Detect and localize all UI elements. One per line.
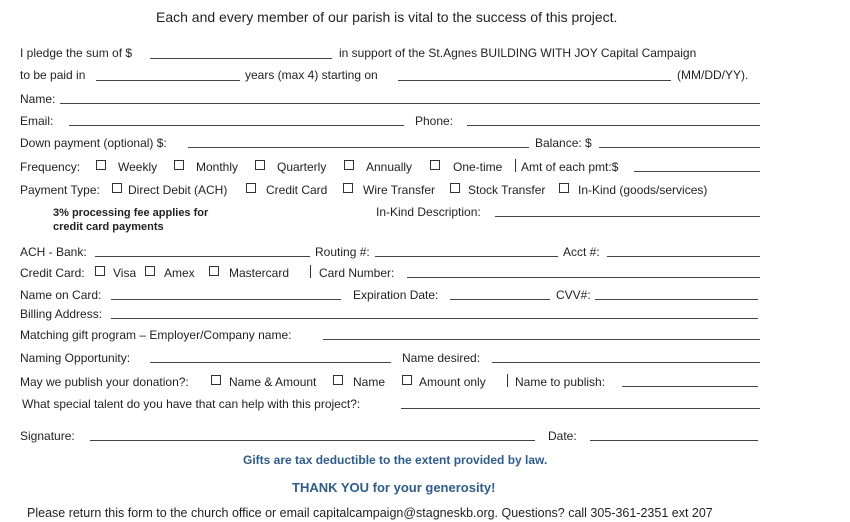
card-visa-label: Visa [113,266,137,280]
routing-field[interactable] [375,256,558,257]
frequency-onetime-checkbox[interactable] [430,160,440,170]
acct-label: Acct #: [563,245,600,259]
inkind-description-label: In-Kind Description: [376,205,481,219]
publish-name-amount-label: Name & Amount [229,375,317,389]
tax-note: Gifts are tax deductible to the extent provided by law. [243,453,548,467]
pledge-amount-field[interactable] [150,58,332,59]
publish-name-checkbox[interactable] [333,375,343,385]
expiration-label: Expiration Date: [353,288,439,302]
paid-label: to be paid in [20,68,86,82]
card-number-field[interactable] [407,277,760,278]
payment-inkind-checkbox[interactable] [559,183,569,193]
divider [507,374,508,387]
amount-each-field[interactable] [634,171,760,172]
signature-field[interactable] [90,440,535,441]
email-field[interactable] [69,125,404,126]
phone-field[interactable] [467,125,760,126]
acct-field[interactable] [607,256,760,257]
inkind-description-field[interactable] [495,216,760,217]
date-format-label: (MM/DD/YY). [677,68,749,82]
frequency-monthly-checkbox[interactable] [174,160,184,170]
expiration-field[interactable] [450,299,550,300]
phone-label: Phone: [415,114,454,128]
email-label: Email: [20,114,54,128]
frequency-annually-checkbox[interactable] [344,160,354,170]
name-to-publish-field[interactable] [622,386,758,387]
frequency-onetime-label: One-time [453,160,503,174]
down-payment-label: Down payment (optional) $: [20,136,167,150]
publish-label: May we publish your donation?: [20,375,189,389]
thank-you-text: THANK YOU for your generosity! [292,480,496,495]
years-field[interactable] [96,80,240,81]
payment-type-label: Payment Type: [20,183,100,197]
payment-ach-label: Direct Debit (ACH) [128,183,228,197]
card-amex-label: Amex [164,266,195,280]
frequency-annually-label: Annually [366,160,413,174]
divider [515,159,516,172]
payment-stock-label: Stock Transfer [468,183,546,197]
frequency-quarterly-label: Quarterly [277,160,327,174]
frequency-quarterly-checkbox[interactable] [255,160,265,170]
fee-note-line2: credit card payments [53,221,164,233]
publish-amount-label: Amount only [419,375,486,389]
naming-field[interactable] [150,362,391,363]
payment-wire-label: Wire Transfer [363,183,436,197]
pledge-support-text: in support of the St.Agnes BUILDING WITH JOY Capital Campaign [339,46,697,60]
years-label: years (max 4) starting on [245,68,378,82]
card-mastercard-checkbox[interactable] [209,266,219,276]
divider [310,265,311,278]
cvv-label: CVV#: [556,288,591,302]
name-on-card-field[interactable] [111,299,341,300]
payment-credit-card-checkbox[interactable] [246,183,256,193]
talent-label: What special talent do you have that can help with this project?: [22,397,361,411]
cvv-field[interactable] [595,299,758,300]
name-label: Name: [20,92,56,106]
frequency-weekly-checkbox[interactable] [96,160,106,170]
matching-label: Matching gift program – Employer/Company name: [20,328,292,342]
matching-field[interactable] [323,339,760,340]
publish-name-amount-checkbox[interactable] [211,375,221,385]
amount-each-label: Amt of each pmt:$ [521,160,619,174]
frequency-weekly-label: Weekly [118,160,158,174]
publish-amount-checkbox[interactable] [402,375,412,385]
card-visa-checkbox[interactable] [95,266,105,276]
date-field[interactable] [590,440,758,441]
fee-note-line1: 3% processing fee applies for [53,207,209,219]
card-amex-checkbox[interactable] [145,266,155,276]
billing-field[interactable] [111,318,758,319]
payment-credit-card-label: Credit Card [266,183,328,197]
talent-field[interactable] [401,408,760,409]
signature-label: Signature: [20,429,75,443]
naming-label: Naming Opportunity: [20,351,131,365]
name-desired-field[interactable] [492,362,760,363]
footer-text: Please return this form to the church office or email capitalcampaign@stagneskb.org. Questions? call 305-361-2351 ext 207 [27,506,713,520]
card-mastercard-label: Mastercard [229,266,290,280]
name-field[interactable] [60,103,760,104]
down-payment-field[interactable] [188,147,529,148]
frequency-label: Frequency: [20,160,81,174]
routing-label: Routing #: [315,245,370,259]
ach-bank-label: ACH - Bank: [20,245,87,259]
billing-label: Billing Address: [20,307,103,321]
balance-label: Balance: $ [535,136,592,150]
pledge-label: I pledge the sum of $ [20,46,133,60]
payment-inkind-label: In-Kind (goods/services) [578,183,708,197]
header-text: Each and every member of our parish is vital to the success of this project. [156,9,618,25]
payment-ach-checkbox[interactable] [112,183,122,193]
publish-name-label: Name [353,375,386,389]
frequency-monthly-label: Monthly [196,160,239,174]
name-to-publish-label: Name to publish: [515,375,606,389]
credit-card-label: Credit Card: [20,266,85,280]
payment-wire-checkbox[interactable] [343,183,353,193]
card-number-label: Card Number: [319,266,395,280]
start-date-field[interactable] [398,80,671,81]
balance-field[interactable] [599,147,760,148]
name-on-card-label: Name on Card: [20,288,102,302]
payment-stock-checkbox[interactable] [450,183,460,193]
ach-bank-field[interactable] [95,256,310,257]
date-label: Date: [548,429,577,443]
name-desired-label: Name desired: [402,351,481,365]
